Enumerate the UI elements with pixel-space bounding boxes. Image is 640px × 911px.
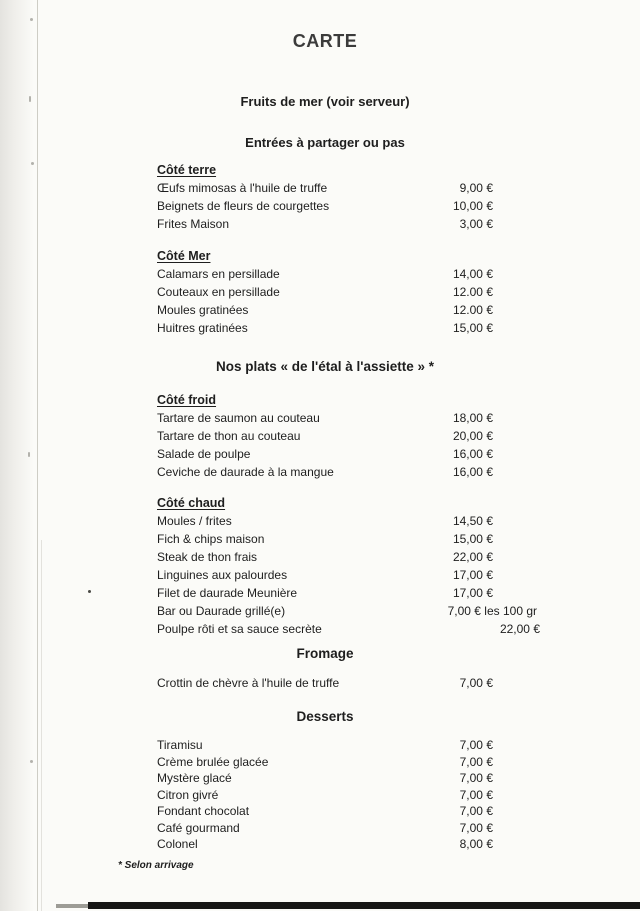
item-label: Crème brulée glacée bbox=[157, 754, 269, 769]
item-price: 8,00 € bbox=[459, 837, 493, 851]
item-label: Frites Maison bbox=[157, 217, 230, 231]
menu-item bbox=[157, 820, 493, 837]
menu-item bbox=[157, 754, 493, 771]
menu-item bbox=[157, 463, 493, 481]
menu-group-cote-mer bbox=[157, 247, 493, 337]
menu-item bbox=[157, 197, 493, 215]
menu-item bbox=[157, 836, 493, 853]
item-label: Couteaux en persillade bbox=[157, 285, 280, 299]
item-label: Calamars en persillade bbox=[157, 267, 280, 281]
item-label: Steak de thon frais bbox=[157, 550, 258, 564]
item-price: 14,00 € bbox=[452, 267, 493, 281]
menu-content bbox=[157, 0, 540, 853]
footnote: * Selon arrivage bbox=[118, 860, 194, 871]
item-label: Tiramisu bbox=[157, 738, 203, 752]
item-label: Poulpe rôti et sa sauce secrète bbox=[157, 622, 322, 636]
item-label: Moules gratinées bbox=[157, 303, 249, 317]
item-price: 22,00 € bbox=[499, 622, 540, 636]
menu-group-cote-froid bbox=[157, 391, 493, 481]
scan-mark bbox=[31, 162, 34, 165]
item-price: 17,00 € bbox=[452, 586, 493, 600]
menu-item bbox=[157, 319, 493, 337]
scan-bottom-bar bbox=[88, 902, 640, 909]
item-label: Linguines aux palourdes bbox=[157, 568, 288, 582]
page-title: CARTE bbox=[292, 31, 358, 51]
item-label: Beignets de fleurs de courgettes bbox=[157, 199, 330, 213]
item-label: Colonel bbox=[157, 837, 198, 851]
heading-entrees: Entrées à partager ou pas bbox=[245, 135, 405, 150]
item-price: 7,00 € bbox=[459, 804, 493, 818]
menu-group-desserts bbox=[157, 737, 493, 853]
item-label: Œufs mimosas à l'huile de truffe bbox=[157, 181, 328, 195]
item-price: 20,00 € bbox=[452, 429, 493, 443]
menu-item bbox=[157, 265, 493, 283]
item-label: Mystère glacé bbox=[157, 771, 232, 785]
item-label: Huitres gratinées bbox=[157, 321, 248, 335]
scan-speck bbox=[88, 590, 91, 593]
scan-bottom-edge bbox=[56, 904, 88, 908]
item-price: 7,00 € bbox=[459, 771, 493, 785]
menu-item bbox=[157, 409, 493, 427]
item-price: 12.00 € bbox=[452, 285, 493, 299]
menu-item bbox=[157, 787, 493, 804]
menu-item bbox=[157, 548, 493, 566]
item-price: 16,00 € bbox=[452, 465, 493, 479]
menu-item bbox=[157, 179, 493, 197]
item-label: Tartare de thon au couteau bbox=[157, 429, 301, 443]
item-label: Salade de poulpe bbox=[157, 447, 251, 461]
item-price: 15,00 € bbox=[452, 321, 493, 335]
group-title: Côté terre bbox=[157, 163, 217, 177]
scan-mark bbox=[30, 760, 33, 763]
heading-fruits-de-mer: Fruits de mer (voir serveur) bbox=[240, 94, 410, 109]
item-price: 17,00 € bbox=[452, 568, 493, 582]
item-price: 7,00 € bbox=[459, 787, 493, 802]
menu-item bbox=[157, 512, 493, 530]
item-label: Ceviche de daurade à la mangue bbox=[157, 465, 334, 479]
item-price: 7,00 € bbox=[459, 754, 493, 769]
group-title: Côté froid bbox=[157, 393, 217, 407]
menu-item bbox=[157, 283, 493, 301]
item-label: Bar ou Daurade grillé(e) bbox=[157, 604, 286, 618]
item-price: 3,00 € bbox=[459, 217, 493, 231]
heading-plats: Nos plats « de l'étal à l'assiette » * bbox=[215, 359, 435, 374]
item-label: Citron givré bbox=[157, 787, 219, 802]
menu-item bbox=[157, 770, 493, 787]
menu-item bbox=[157, 620, 540, 638]
group-title: Côté chaud bbox=[157, 496, 226, 510]
item-price: 7,00 € bbox=[459, 676, 493, 690]
menu-item bbox=[157, 803, 493, 820]
menu-group-fromage bbox=[157, 674, 493, 692]
heading-desserts: Desserts bbox=[296, 709, 354, 724]
item-price: 9,00 € bbox=[459, 181, 493, 195]
item-label: Fich & chips maison bbox=[157, 532, 265, 546]
item-label: Moules / frites bbox=[157, 514, 232, 528]
group-title: Côté Mer bbox=[157, 249, 211, 263]
item-price: 16,00 € bbox=[452, 447, 493, 461]
heading-fromage: Fromage bbox=[296, 646, 354, 661]
menu-item bbox=[157, 584, 493, 602]
menu-item bbox=[157, 737, 493, 754]
item-price: 10,00 € bbox=[452, 199, 493, 213]
menu-item bbox=[157, 427, 493, 445]
scan-mark bbox=[29, 96, 31, 102]
menu-item bbox=[157, 301, 493, 319]
item-price: 7,00 € bbox=[459, 738, 493, 752]
item-price: 22,00 € bbox=[452, 550, 493, 564]
item-label: Filet de daurade Meunière bbox=[157, 586, 298, 600]
menu-group-cote-terre bbox=[157, 161, 493, 233]
item-price: 18,00 € bbox=[452, 411, 493, 425]
menu-item bbox=[157, 674, 493, 692]
scan-vertical-line bbox=[37, 0, 38, 911]
menu-item bbox=[157, 445, 493, 463]
scan-mark bbox=[28, 452, 30, 457]
item-label: Fondant chocolat bbox=[157, 804, 250, 818]
item-price: 7,00 € les 100 gr bbox=[447, 604, 537, 618]
scan-vertical-line-2 bbox=[41, 540, 42, 911]
item-label: Tartare de saumon au couteau bbox=[157, 411, 320, 425]
menu-group-cote-chaud bbox=[157, 494, 540, 638]
menu-item bbox=[157, 530, 493, 548]
item-price: 7,00 € bbox=[459, 820, 493, 835]
menu-item bbox=[157, 602, 537, 620]
item-label: Café gourmand bbox=[157, 820, 240, 835]
menu-item bbox=[157, 215, 493, 233]
item-price: 12.00 € bbox=[452, 303, 493, 317]
item-label: Crottin de chèvre à l'huile de truffe bbox=[157, 676, 340, 690]
item-price: 14,50 € bbox=[452, 514, 493, 528]
menu-item bbox=[157, 566, 493, 584]
scan-mark bbox=[30, 18, 33, 21]
item-price: 15,00 € bbox=[452, 532, 493, 546]
